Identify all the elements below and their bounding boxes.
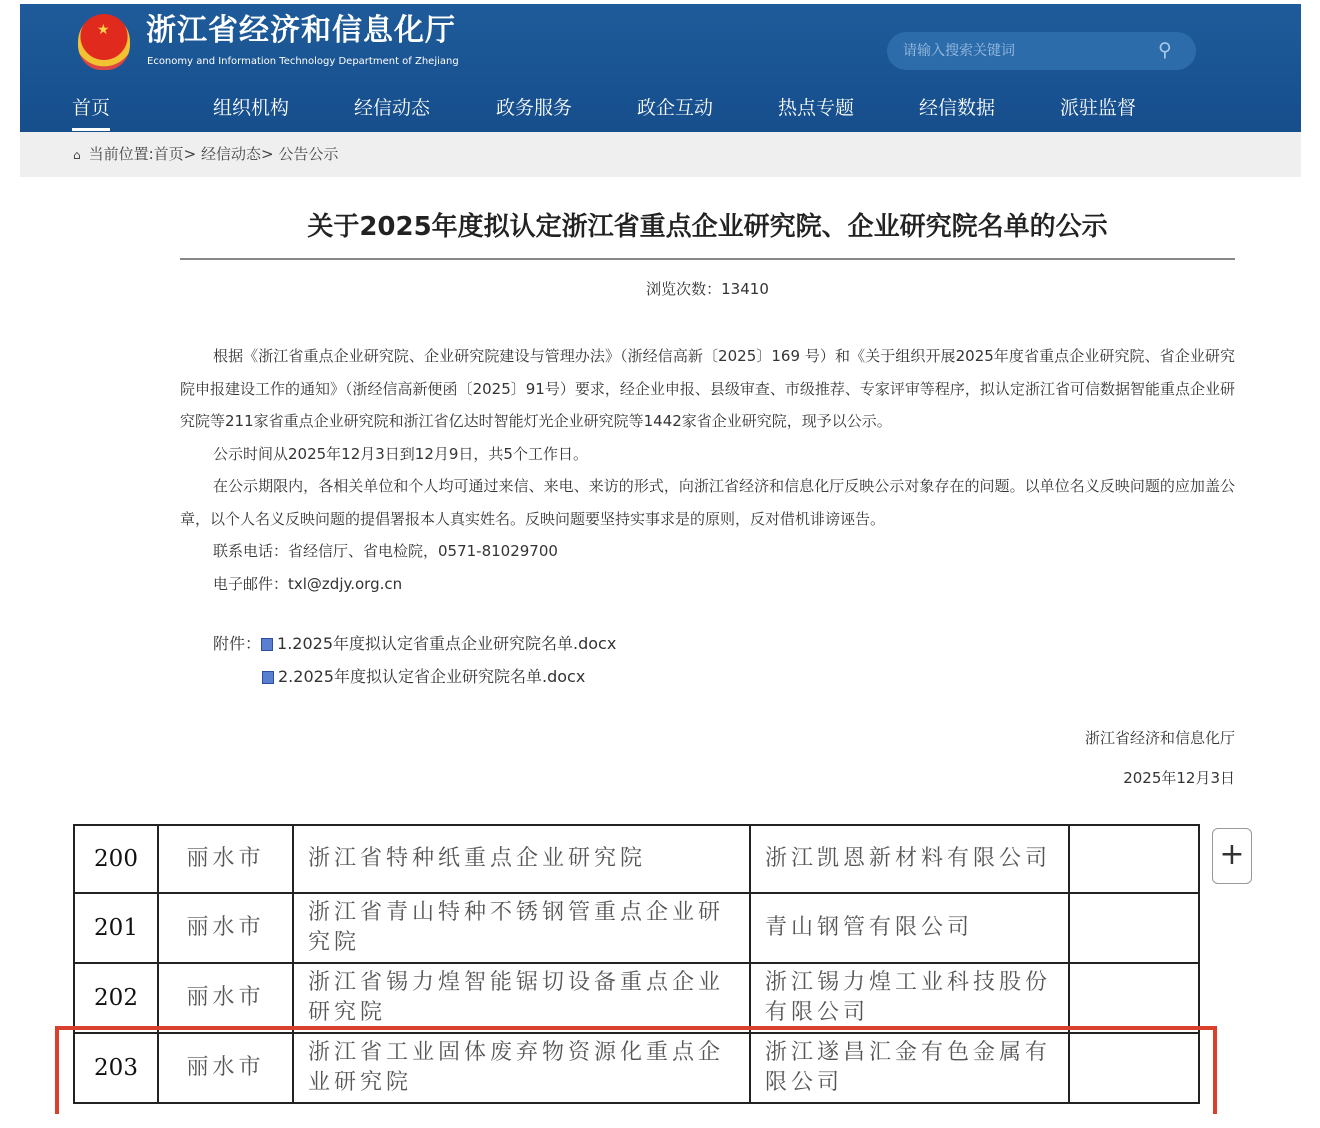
company-name: 青山钢管有限公司 <box>750 893 1069 963</box>
title-divider <box>180 258 1235 260</box>
extra-cell <box>1069 1033 1199 1103</box>
word-doc-icon <box>262 671 274 684</box>
search-icon[interactable]: ⚲ <box>1158 39 1172 61</box>
nav-services[interactable]: 政务服务 <box>496 97 573 119</box>
word-doc-icon <box>261 638 273 651</box>
company-name: 浙江凯恩新材料有限公司 <box>750 825 1069 893</box>
company-name: 浙江锡力煌工业科技股份有限公司 <box>750 963 1069 1033</box>
main-nav <box>20 88 1301 132</box>
extra-cell <box>1069 963 1199 1033</box>
company-name: 浙江遂昌汇金有色金属有限公司 <box>750 1033 1069 1103</box>
city-cell: 丽水市 <box>158 1033 293 1103</box>
publish-date: 2025年12月3日 <box>1123 769 1235 787</box>
search-input[interactable]: 请输入搜索关键词 <box>887 32 1196 70</box>
extra-cell <box>1069 825 1199 893</box>
nav-organization[interactable]: 组织机构 <box>213 97 290 119</box>
contact-phone: 联系电话：省经信厅、省电检院，0571-81029700 <box>213 542 558 560</box>
paragraph: 公示时间从2025年12月3日到12月9日，共5个工作日。 <box>213 444 588 463</box>
nav-data[interactable]: 经信数据 <box>919 97 996 119</box>
paragraph: 根据《浙江省重点企业研究院、企业研究院建设与管理办法》（浙经信高新〔2025〕169 号）和《关于组织开展2025年度省重点企业研究院、省企业研究院申报建设工作的通知》（浙经信高新便函〔2025〕91号）要求，经企业申报、县级审查、市级推荐、专家评审等程序，拟认定浙江省可信数据智能重点企业研究院等211家省重点企业研究院和浙江省亿达时智能灯光企业研究院等1442家省企业研究院，现予以公示。 <box>180 347 1235 430</box>
row-number: 201 <box>74 893 158 963</box>
contact-email: 电子邮件：txl@zdjy.org.cn <box>213 574 403 593</box>
table-section <box>0 824 1320 1104</box>
attachment-link[interactable]: 2.2025年度拟认定省企业研究院名单.docx <box>278 667 586 686</box>
city-cell: 丽水市 <box>158 963 293 1033</box>
signer: 浙江省经济和信息化厅 <box>1084 729 1235 747</box>
city-cell: 丽水市 <box>158 893 293 963</box>
home-icon: ⌂ <box>73 148 81 162</box>
institute-name: 浙江省工业固体废弃物资源化重点企业研究院 <box>293 1033 750 1103</box>
site-title[interactable]: 浙江省经济和信息化厅 <box>146 13 456 48</box>
nav-topics[interactable]: 热点专题 <box>778 97 855 119</box>
row-number: 202 <box>74 963 158 1033</box>
attachments-label: 附件： <box>213 634 262 653</box>
institute-name: 浙江省青山特种不锈钢管重点企业研究院 <box>293 893 750 963</box>
table-row <box>74 825 1199 893</box>
national-emblem-logo: ★ <box>78 14 130 70</box>
extra-cell <box>1069 893 1199 963</box>
institute-table <box>73 824 1200 1104</box>
row-number: 200 <box>74 825 158 893</box>
nav-supervision[interactable]: 派驻监督 <box>1060 97 1137 119</box>
attachment-link[interactable]: 1.2025年度拟认定省重点企业研究院名单.docx <box>277 634 617 653</box>
article-content <box>0 340 1320 1124</box>
signature <box>0 718 1235 798</box>
breadcrumb-text[interactable]: 当前位置:首页> 经信动态> 公告公示 <box>88 145 339 163</box>
site-subtitle: Economy and Information Technology Department of Zhejiang <box>147 56 459 67</box>
row-number: 203 <box>74 1033 158 1103</box>
nav-interaction[interactable]: 政企互动 <box>637 97 714 119</box>
article-body <box>180 340 1235 600</box>
institute-name: 浙江省特种纸重点企业研究院 <box>293 825 750 893</box>
view-count: 浏览次数：13410 <box>646 280 769 298</box>
nav-news[interactable]: 经信动态 <box>354 97 431 119</box>
attachments <box>213 627 1320 693</box>
site-header <box>20 4 1301 132</box>
paragraph: 在公示期限内，各相关单位和个人均可通过来信、来电、来访的形式，向浙江省经济和信息化厅反映公示对象存在的问题。以单位名义反映问题的应加盖公章，以个人名义反映问题的提倡署报本人真实姓名。反映问题要坚持实事求是的原则，反对借机诽谤诬告。 <box>180 477 1235 528</box>
expand-button[interactable]: + <box>1212 828 1252 884</box>
institute-name: 浙江省锡力煌智能锯切设备重点企业研究院 <box>293 963 750 1033</box>
table-row <box>74 1033 1199 1103</box>
table-row <box>74 893 1199 963</box>
nav-home[interactable]: 首页 <box>72 96 110 131</box>
breadcrumb <box>20 132 1301 177</box>
table-row <box>74 963 1199 1033</box>
city-cell: 丽水市 <box>158 825 293 893</box>
page-title: 关于2025年度拟认定浙江省重点企业研究院、企业研究院名单的公示 <box>307 212 1108 242</box>
